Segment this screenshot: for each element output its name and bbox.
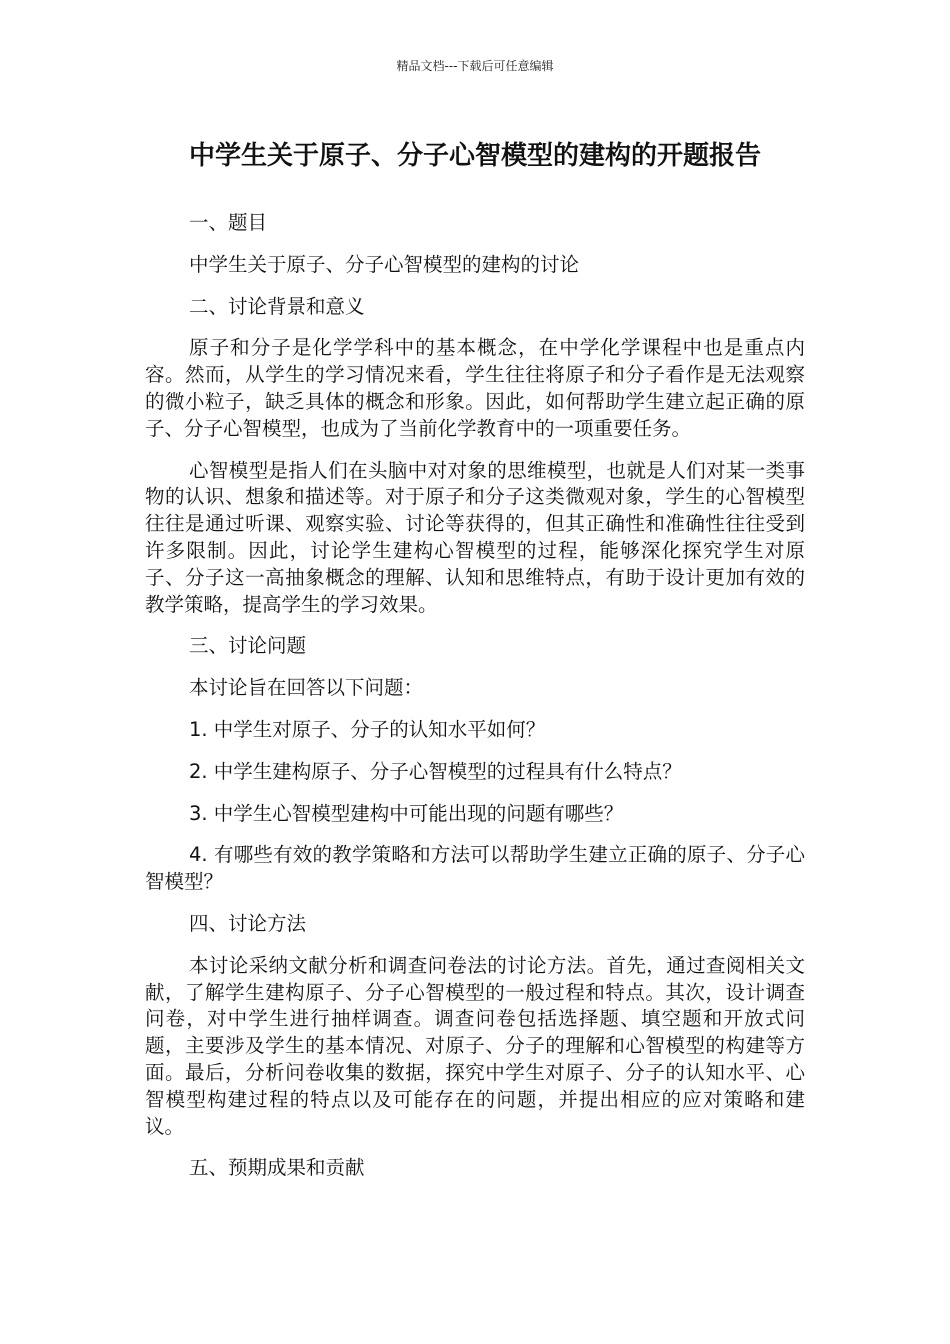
section-4-heading: 四、讨论方法: [189, 911, 307, 935]
section-4-paragraph-1: 本讨论采纳文献分析和调查问卷法的讨论方法。首先，通过查阅相关文献，了解学生建构原子、分子心智模型的一般过程和特点。其次，设计调查问卷，对中学生进行抽样调查。调查问卷包括选择题、填空题和开放式问题，主要涉及学生的基本情况、对原子、分子的理解和心智模型的构建等方面。最后，分析问卷收集的数据，探究中学生对原子、分子的认知水平、心智模型构建过程的特点以及可能存在的问题，并提出相应的应对策略和建议。: [145, 953, 805, 1138]
section-5-heading: 五、预期成果和贡献: [189, 1156, 365, 1180]
section-2-paragraph-1: 原子和分子是化学学科中的基本概念，在中学化学课程中也是重点内容。然而，从学生的学习情况来看，学生往往将原子和分子看作是无法观察的微小粒子，缺乏具体的概念和形象。因此，如何帮助学生建立起正确的原子、分子心智模型，也成为了当前化学教育中的一项重要任务。: [145, 336, 805, 440]
section-3-question-1: 1. 中学生对原子、分子的认知水平如何？: [189, 717, 546, 741]
document-body: [145, 210, 805, 1197]
section-2-paragraph-2: 心智模型是指人们在头脑中对对象的思维模型，也就是人们对某一类事物的认识、想象和描述等。对于原子和分子这类微观对象，学生的心智模型往往是通过听课、观察实验、讨论等获得的，但其正确性和准确性往往受到许多限制。因此，讨论学生建构心智模型的过程，能够深化探究学生对原子、分子这一高抽象概念的理解、认知和思维特点，有助于设计更加有效的教学策略，提高学生的学习效果。: [145, 458, 805, 616]
section-3-question-3: 3. 中学生心智模型建构中可能出现的问题有哪些？: [189, 801, 624, 825]
section-1-text: 中学生关于原子、分子心智模型的建构的讨论: [189, 252, 580, 276]
document-title: 中学生关于原子、分子心智模型的建构的开题报告: [188, 141, 761, 171]
section-3-question-4: 4. 有哪些有效的教学策略和方法可以帮助学生建立正确的原子、分子心智模型？: [145, 843, 805, 894]
section-3-question-2: 2. 中学生建构原子、分子心智模型的过程具有什么特点？: [189, 759, 682, 783]
section-1-heading: 一、题目: [189, 211, 268, 234]
header-note: 精品文档---下载后可任意编辑: [396, 59, 554, 73]
section-2-heading: 二、讨论背景和意义: [189, 294, 365, 318]
section-3-heading: 三、讨论问题: [189, 634, 307, 658]
section-3-intro: 本讨论旨在回答以下问题：: [189, 676, 424, 700]
